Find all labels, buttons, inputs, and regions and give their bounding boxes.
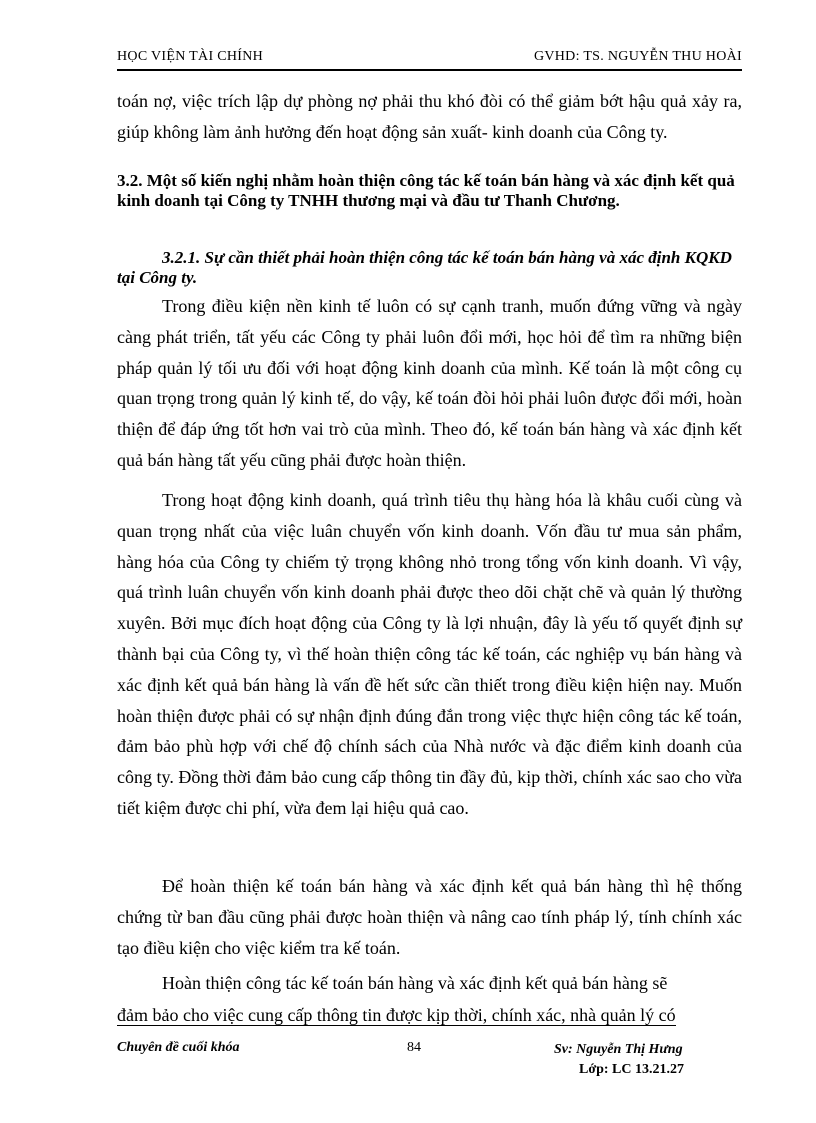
header-institution: HỌC VIỆN TÀI CHÍNH (117, 49, 264, 64)
page-footer (117, 1040, 742, 1085)
paragraph-4-line-1: Hoàn thiện công tác kế toán bán hàng và xác định kết quả bán hàng sẽ (162, 973, 668, 993)
paragraph-3: Để hoàn thiện kế toán bán hàng và xác định kết quả bán hàng thì hệ thống chứng từ ban đầu cũng phải được hoàn thiện và nâng cao tính pháp lý, tính chính xác tạo điều kiện cho việc kiểm tra kế toán. (117, 876, 742, 958)
footer-student-info (554, 1040, 684, 1080)
footer-class: Lớp: LC 13.21.27 (579, 1062, 684, 1077)
page-number: 84 (407, 1040, 421, 1055)
header-supervisor: GVHD: TS. NGUYỄN THU HOÀI (533, 49, 742, 64)
paragraph-2: Trong hoạt động kinh doanh, quá trình tiêu thụ hàng hóa là khâu cuối cùng và quan trọng nhất của việc luân chuyển vốn kinh doanh. Vốn đầu tư mua sản phẩm, hàng hóa của Công ty chiếm tỷ trọng không nhỏ trong tổng vốn kinh doanh. Vì vậy, quá trình luân chuyển vốn kinh doanh phải được theo dõi chặt chẽ và quản lý thường xuyên. Bởi mục đích hoạt động của Công ty là lợi nhuận, đây là yếu tố quyết định sự thành bại của Công ty, vì thế hoàn thiện công tác kế toán, các nghiệp vụ bán hàng và xác định kết quả bán hàng là vấn đề hết sức cần thiết trong điều kiện hiện nay. Muốn hoàn thiện được phải có sự nhận định đúng đắn trong việc thực hiện công tác kế toán, đảm bảo phù hợp với chế độ chính sách của Nhà nước và đặc điểm kinh doanh của công ty. Đồng thời đảm bảo cung cấp thông tin đầy đủ, kịp thời, chính xác sao cho vừa tiết kiệm được chi phí, vừa đem lại hiệu quả cao. (117, 490, 742, 818)
section-heading-3-2: 3.2. Một số kiến nghị nhằm hoàn thiện công tác kế toán bán hàng và xác định kết quả kinh doanh tại Công ty TNHH thương mại và đầu tư Thanh Chương. (117, 171, 735, 210)
paragraph-1: Trong điều kiện nền kinh tế luôn có sự cạnh tranh, muốn đứng vững và ngày càng phát triển, tất yếu các Công ty phải luôn đổi mới, học hỏi để tìm ra những biện pháp quản lý tối ưu đối với hoạt động kinh doanh của mình. Kế toán là một công cụ quan trọng trong quản lý kinh tế, do vậy, kế toán đòi hỏi phải luôn được đổi mới, hoàn thiện để đáp ứng tốt hơn vai trò của mình. Theo đó, kế toán bán hàng và xác định kết quả bán hàng tất yếu cũng phải được hoàn thiện. (117, 296, 742, 470)
paragraph-intro: toán nợ, việc trích lập dự phòng nợ phải thu khó đòi có thể giảm bớt hậu quả xảy ra, giúp không làm ảnh hưởng đến hoạt động sản xuất- kinh doanh của Công ty. (117, 91, 742, 142)
paragraph-4-line-2-text: đảm bảo cho việc cung cấp thông tin được kịp thời, chính xác, nhà quản lý có (117, 1005, 676, 1025)
subsection-heading-3-2-1: 3.2.1. Sự cần thiết phải hoàn thiện công tác kế toán bán hàng và xác định KQKD tại Công ty. (117, 248, 732, 287)
footer-document-type: Chuyên đề cuối khóa (117, 1040, 240, 1055)
footer-student-name: Sv: Nguyễn Thị Hưng (554, 1042, 683, 1057)
page-header (117, 49, 742, 71)
paragraph-4-line-2 (117, 1000, 742, 1031)
